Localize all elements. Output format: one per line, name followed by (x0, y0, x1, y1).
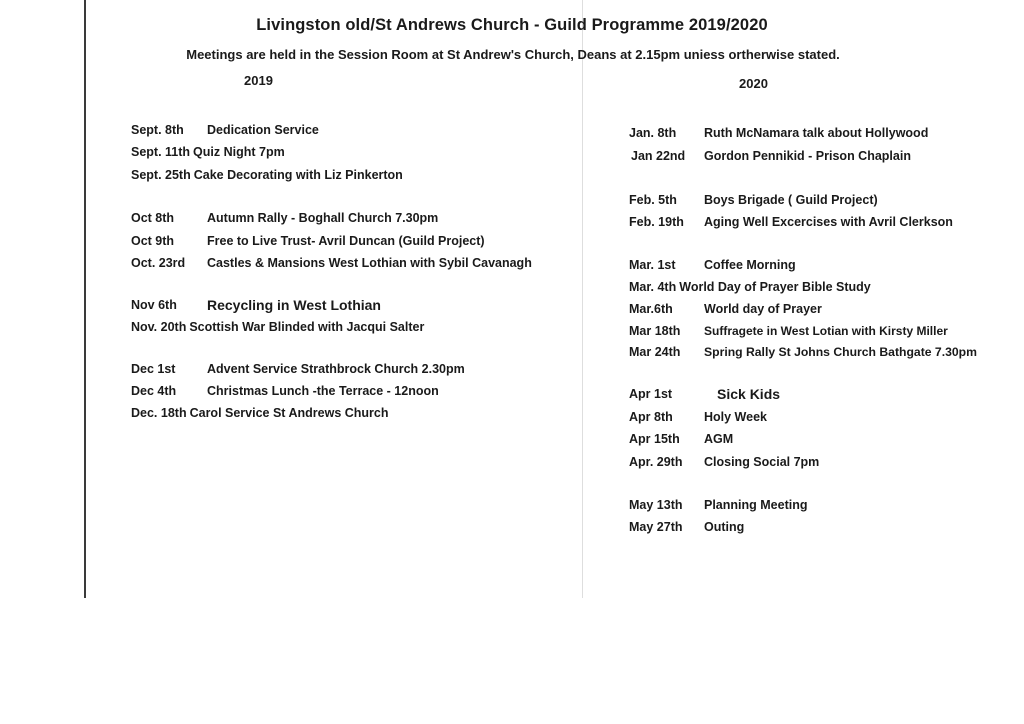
event-date: Feb. 5th (629, 193, 677, 207)
event-description: Spring Rally St Johns Church Bathgate 7.30pm (704, 345, 977, 359)
event-description: Autumn Rally - Boghall Church 7.30pm (207, 211, 439, 225)
event-description: Scottish War Blinded with Jacqui Salter (189, 320, 425, 334)
event-description: Christmas Lunch -the Terrace - 12noon (207, 384, 439, 398)
event-date: Mar.6th (629, 302, 673, 316)
event-description: Advent Service Strathbrock Church 2.30pm (207, 362, 465, 376)
event-date: Dec 1st (131, 362, 176, 376)
event-description: Quiz Night 7pm (193, 145, 285, 159)
event-2020-row (629, 279, 871, 295)
year-heading-2019: 2019 (244, 73, 273, 88)
event-2019-row (131, 319, 424, 335)
event-description: Recycling in West Lothian (207, 297, 381, 313)
event-date: Oct. 23rd (131, 256, 186, 270)
event-date: Nov 6th (131, 298, 177, 312)
page-fold-line (582, 0, 583, 598)
event-date: Jan 22nd (631, 149, 686, 163)
event-date: Dec. 18th (131, 406, 187, 420)
page-left-edge (84, 0, 86, 598)
event-date: Dec 4th (131, 384, 177, 398)
event-description: Closing Social 7pm (704, 455, 820, 469)
event-2019-row (131, 405, 389, 421)
page-title: Livingston old/St Andrews Church - Guild Programme 2019/2020 (256, 16, 768, 34)
event-description: Ruth McNamara talk about Hollywood (704, 126, 929, 140)
event-description: Castles & Mansions West Lothian with Sybil Cavanagh (207, 256, 532, 270)
year-heading-2020: 2020 (739, 76, 768, 91)
event-description: Holy Week (704, 410, 767, 424)
event-date: Feb. 19th (629, 215, 684, 229)
event-description: Boys Brigade ( Guild Project) (704, 193, 878, 207)
event-date: Sept. 25th (131, 168, 191, 182)
event-date: May 27th (629, 520, 683, 534)
event-description: Coffee Morning (704, 258, 796, 272)
event-date: May 13th (629, 498, 683, 512)
event-date: Oct 9th (131, 234, 175, 248)
event-description: Gordon Pennikid - Prison Chaplain (704, 149, 911, 163)
event-description: Sick Kids (717, 386, 781, 402)
event-date: Sept. 8th (131, 123, 184, 137)
event-description: World day of Prayer (704, 302, 822, 316)
event-description: Outing (704, 520, 745, 534)
event-description: Cake Decorating with Liz Pinkerton (193, 168, 403, 182)
event-description: Aging Well Excercises with Avril Clerkson (704, 215, 953, 229)
event-date: Jan. 8th (629, 126, 677, 140)
event-2019-row (131, 144, 285, 160)
event-date: Oct 8th (131, 211, 175, 225)
event-description: World Day of Prayer Bible Study (679, 280, 871, 294)
event-date: Mar 18th (629, 324, 681, 338)
event-date: Mar. 1st (629, 258, 676, 272)
event-date: Sept. 11th (131, 145, 191, 159)
event-date: Mar. 4th (629, 280, 677, 294)
event-date: Apr 15th (629, 432, 680, 446)
event-date: Nov. 20th (131, 320, 187, 334)
event-date: Apr 1st (629, 387, 673, 401)
event-2019-row (131, 167, 403, 183)
meeting-info: Meetings are held in the Session Room at St Andrew's Church, Deans at 2.15pm uniess ortherwise stated. (186, 47, 840, 62)
event-description: Planning Meeting (704, 498, 808, 512)
event-date: Apr 8th (629, 410, 673, 424)
event-description: Dedication Service (207, 123, 319, 137)
event-description: Carol Service St Andrews Church (189, 406, 389, 420)
event-description: AGM (704, 432, 734, 446)
event-date: Apr. 29th (629, 455, 683, 469)
event-date: Mar 24th (629, 345, 681, 359)
event-description: Suffragete in West Lotian with Kirsty Miller (704, 324, 948, 338)
event-description: Free to Live Trust- Avril Duncan (Guild Project) (207, 234, 485, 248)
